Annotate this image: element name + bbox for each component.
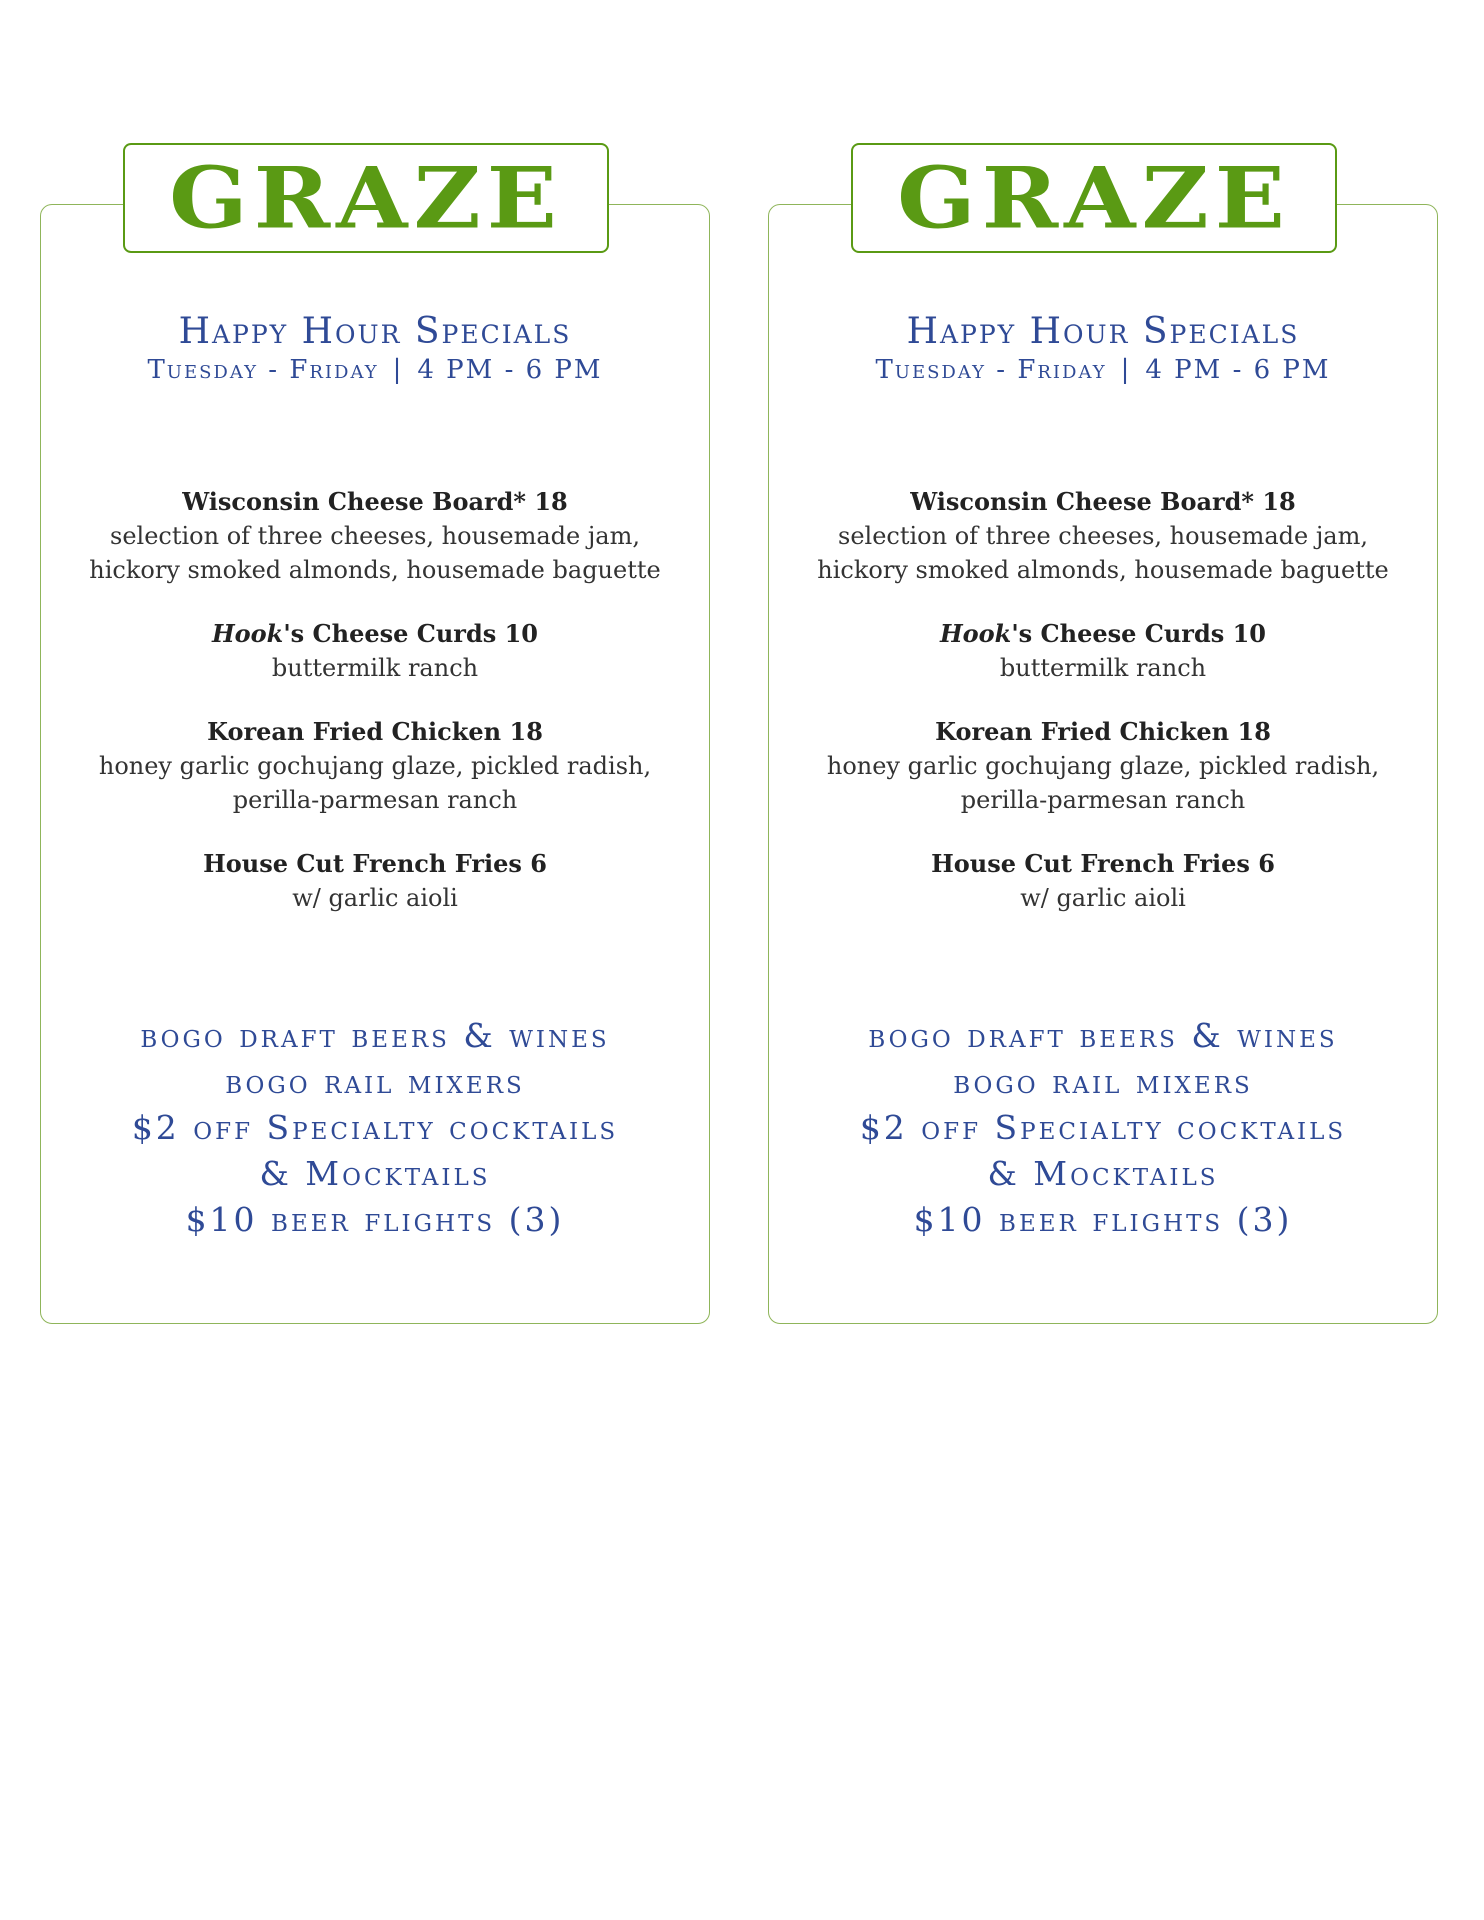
food-item-desc: perilla-parmesan ranch xyxy=(960,786,1246,814)
food-item-name: Korean Fried Chicken 18 xyxy=(207,717,543,746)
menu-title: Happy Hour Specials xyxy=(178,311,572,352)
food-item-desc: selection of three cheeses, housemade jam, xyxy=(838,522,1368,550)
logo-text: GRAZE xyxy=(169,148,563,248)
food-item-desc: honey garlic gochujang glaze, pickled radish, xyxy=(98,752,652,780)
food-item-name: House Cut French Fries 6 xyxy=(931,849,1275,878)
food-item-desc: honey garlic gochujang glaze, pickled radish, xyxy=(826,752,1380,780)
food-item-desc: hickory smoked almonds, housemade baguette xyxy=(89,556,661,584)
drink-special: bogo rail mixers xyxy=(953,1062,1253,1101)
food-item-name: Korean Fried Chicken 18 xyxy=(935,717,1271,746)
menu-heading xyxy=(41,311,709,387)
logo-box xyxy=(851,143,1337,253)
food-item xyxy=(41,485,709,587)
food-item-desc: buttermilk ranch xyxy=(999,654,1207,682)
drink-special: bogo draft beers & wines xyxy=(140,1016,610,1055)
hours-separator: | xyxy=(1120,355,1132,385)
drink-specials xyxy=(41,1013,709,1243)
menu-card-left xyxy=(40,148,710,1324)
food-item-desc: hickory smoked almonds, housemade baguette xyxy=(817,556,1389,584)
drink-special: bogo rail mixers xyxy=(225,1062,525,1101)
food-item-desc: perilla-parmesan ranch xyxy=(232,786,518,814)
drink-special: $2 off Specialty cocktails xyxy=(131,1108,619,1147)
food-item xyxy=(769,485,1437,587)
hours-separator: | xyxy=(392,355,404,385)
food-item xyxy=(41,847,709,915)
drink-special: bogo draft beers & wines xyxy=(868,1016,1338,1055)
logo-text: GRAZE xyxy=(897,148,1291,248)
food-items xyxy=(41,485,709,945)
drink-special: & Mocktails xyxy=(987,1154,1219,1193)
drink-specials xyxy=(769,1013,1437,1243)
drink-special: $10 beer flights (3) xyxy=(185,1200,565,1239)
menu-days: Tuesday - Friday xyxy=(147,355,379,385)
menu-card-right xyxy=(768,148,1438,1324)
logo-box xyxy=(123,143,609,253)
food-item-name: Hook's Cheese Curds 10 xyxy=(939,619,1266,648)
menu-hours xyxy=(41,353,709,387)
food-item xyxy=(41,715,709,817)
food-item-name: Wisconsin Cheese Board* 18 xyxy=(182,487,568,516)
drink-special: $2 off Specialty cocktails xyxy=(859,1108,1347,1147)
menu-time: 4 PM - 6 PM xyxy=(417,355,603,385)
food-item-desc: w/ garlic aioli xyxy=(1020,884,1186,912)
food-item xyxy=(769,715,1437,817)
food-item-desc: buttermilk ranch xyxy=(271,654,479,682)
food-items xyxy=(769,485,1437,945)
menu-hours xyxy=(769,353,1437,387)
food-item-name: Wisconsin Cheese Board* 18 xyxy=(910,487,1296,516)
food-item xyxy=(769,617,1437,685)
food-item xyxy=(769,847,1437,915)
food-item-desc: w/ garlic aioli xyxy=(292,884,458,912)
menu-title: Happy Hour Specials xyxy=(906,311,1300,352)
food-item-name: Hook's Cheese Curds 10 xyxy=(211,619,538,648)
drink-special: $10 beer flights (3) xyxy=(913,1200,1293,1239)
food-item xyxy=(41,617,709,685)
food-item-name: House Cut French Fries 6 xyxy=(203,849,547,878)
menu-time: 4 PM - 6 PM xyxy=(1145,355,1331,385)
food-item-desc: selection of three cheeses, housemade jam, xyxy=(110,522,640,550)
drink-special: & Mocktails xyxy=(259,1154,491,1193)
menu-days: Tuesday - Friday xyxy=(875,355,1107,385)
menu-heading xyxy=(769,311,1437,387)
